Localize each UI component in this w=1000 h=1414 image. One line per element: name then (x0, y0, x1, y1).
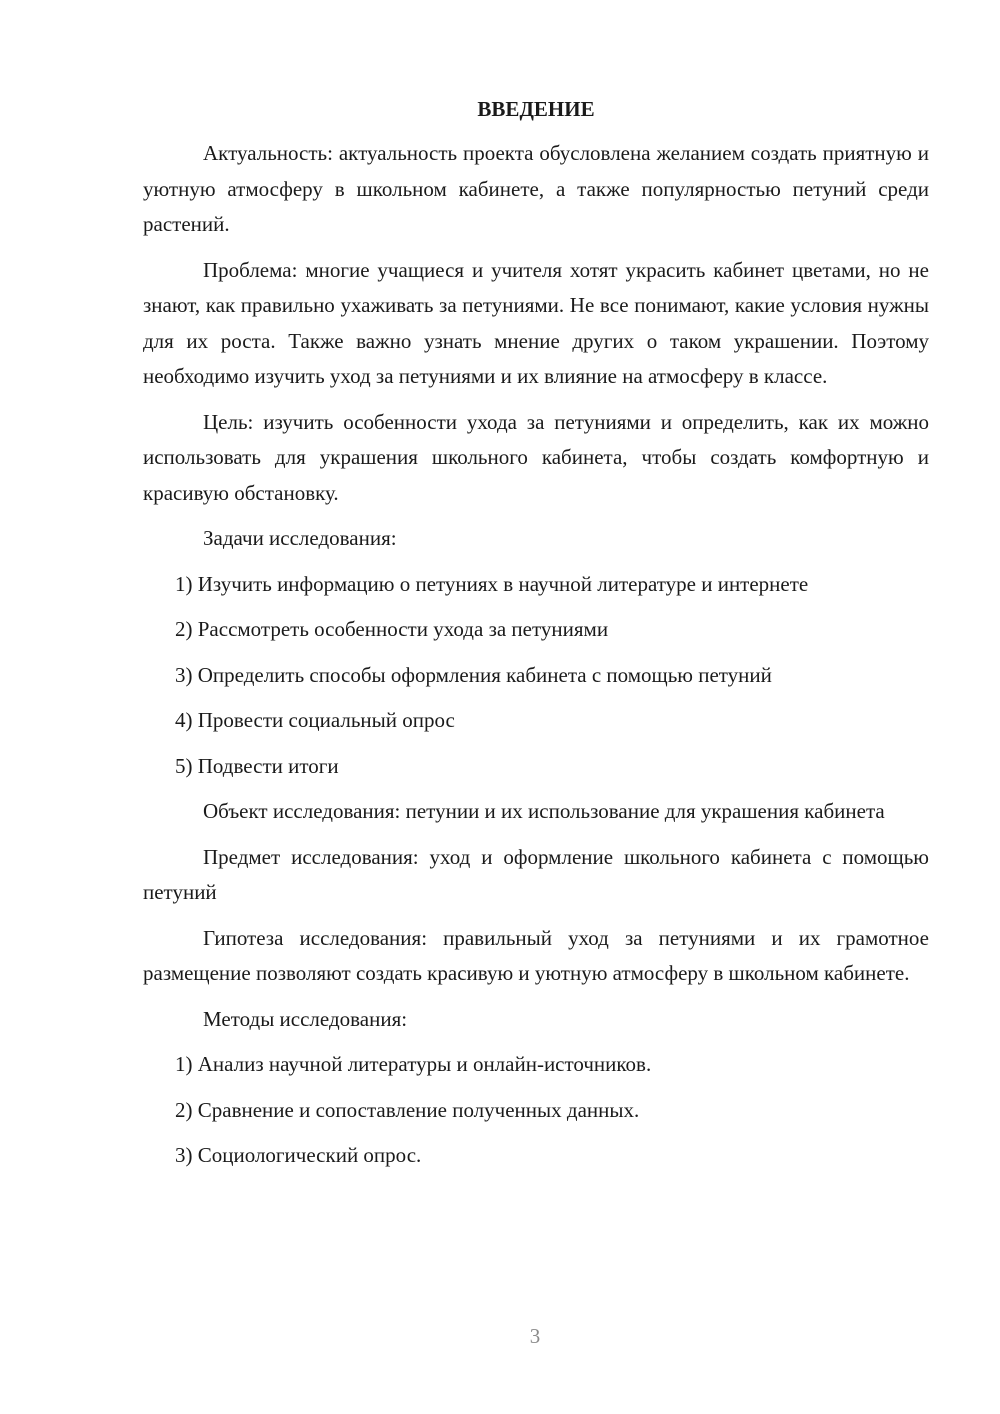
relevance-paragraph: Актуальность: актуальность проекта обусловлена желанием создать приятную и уютную атмосферу в школьном кабинете, а также популярностью петуний среди растений. (143, 141, 929, 236)
task-item: 4) Провести социальный опрос (175, 708, 455, 732)
methods-heading: Методы исследования: (203, 1006, 408, 1031)
method-item: 3) Социологический опрос. (175, 1143, 422, 1167)
tasks-heading: Задачи исследования: (203, 526, 397, 550)
task-item: 5) Подвести итоги (175, 753, 339, 778)
task-item: 1) Изучить информацию о петуниях в научной литературе и интернете (175, 571, 809, 596)
object-paragraph: Объект исследования: петунии и их использование для украшения кабинета (203, 799, 885, 823)
subject-paragraph: Предмет исследования: уход и оформление школьного кабинета с помощью петуний (143, 844, 929, 904)
task-item: 3) Определить способы оформления кабинета с помощью петуний (175, 662, 772, 687)
page-content (143, 92, 929, 1184)
task-item: 2) Рассмотреть особенности ухода за петуниями (175, 617, 609, 641)
section-title: ВВЕДЕНИЕ (477, 97, 595, 121)
hypothesis-paragraph: Гипотеза исследования: правильный уход за петуниями и их грамотное размещение позволяют создать красивую и уютную атмосферу в школьном кабинете. (143, 925, 929, 985)
goal-paragraph: Цель: изучить особенности ухода за петуниями и определить, как их можно использовать для украшения школьного кабинета, чтобы создать комфортную и красивую обстановку. (143, 409, 929, 505)
method-item: 2) Сравнение и сопоставление полученных данных. (175, 1097, 640, 1122)
page-number: 3 (529, 1324, 541, 1348)
method-item: 1) Анализ научной литературы и онлайн-источников. (175, 1052, 652, 1076)
problem-paragraph: Проблема: многие учащиеся и учителя хотят украсить кабинет цветами, но не знают, как правильно ухаживать за петуниями. Не все понимают, какие условия нужны для их роста. Также важно узнать мнение других о таком украшении. Поэтому необходимо изучить уход за петуниями и их влияние на атмосферу в классе. (143, 257, 929, 388)
